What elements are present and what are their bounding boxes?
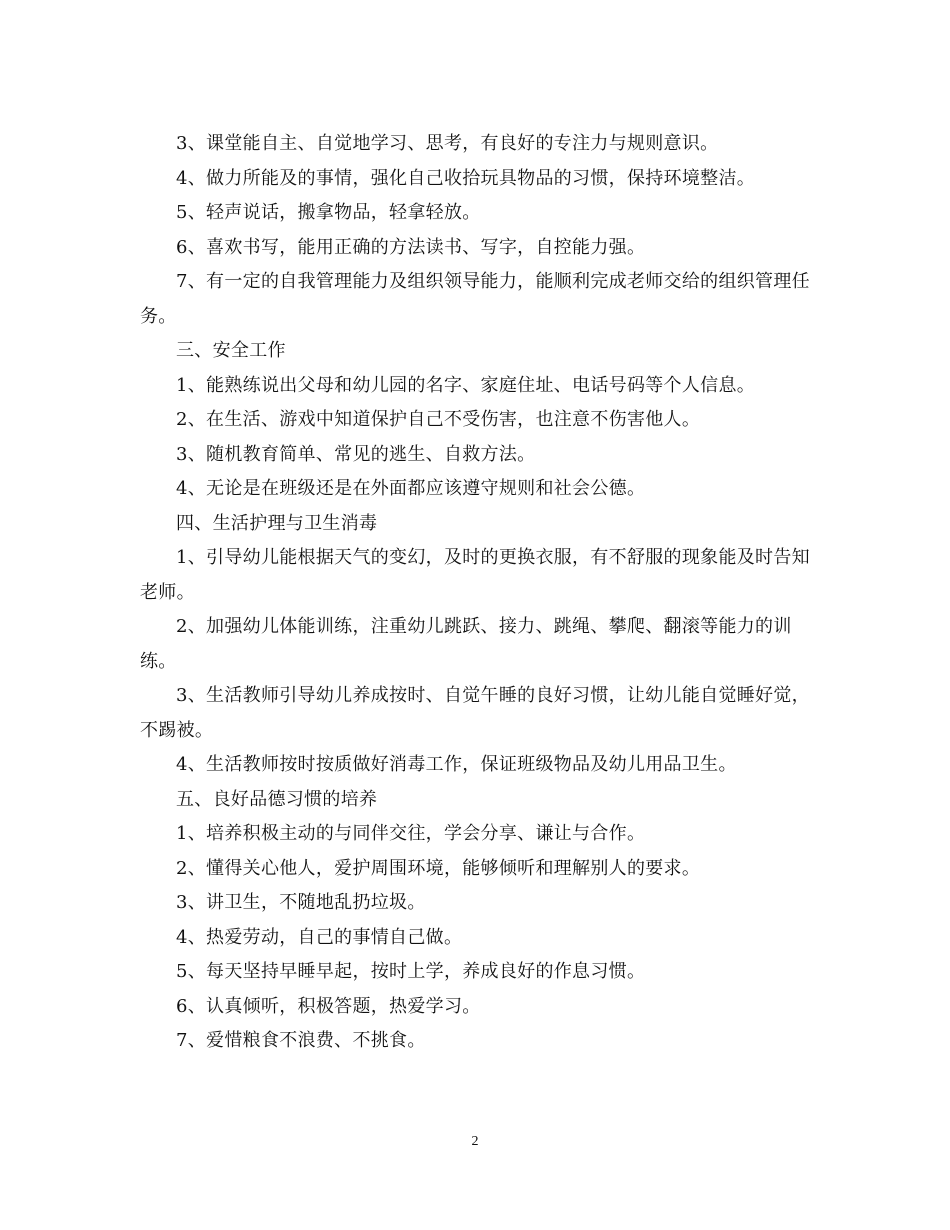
paragraph: 6、认真倾听，积极答题，热爱学习。 — [176, 995, 481, 1017]
paragraph: 4、热爱劳动，自己的事情自己做。 — [176, 926, 463, 948]
paragraph: 2、懂得关心他人，爱护周围环境，能够倾听和理解别人的要求。 — [176, 857, 701, 879]
section-heading: 五、良好品德习惯的培养 — [176, 788, 378, 810]
paragraph: 5、轻声说话，搬拿物品，轻拿轻放。 — [176, 202, 481, 223]
paragraph: 2、加强幼儿体能训练，注重幼儿跳跃、接力、跳绳、攀爬、翻滚等能力的训练。 — [140, 616, 792, 672]
paragraph: 1、引导幼儿能根据天气的变幻，及时的更换衣服，有不舒服的现象能及时告知老师。 — [140, 547, 810, 603]
paragraph: 1、能熟练说出父母和幼儿园的名字、家庭住址、电话号码等个人信息。 — [176, 374, 756, 396]
paragraph: 7、有一定的自我管理能力及组织领导能力，能顺利完成老师交给的组织管理任务。 — [140, 271, 810, 327]
section-heading: 三、安全工作 — [176, 340, 286, 361]
paragraph: 2、在生活、游戏中知道保护自己不受伤害，也注意不伤害他人。 — [176, 409, 701, 430]
paragraph: 5、每天坚持早睡早起，按时上学，养成良好的作息习惯。 — [176, 961, 646, 982]
paragraph: 7、爱惜粮食不浪费、不挑食。 — [176, 1030, 426, 1051]
section-heading: 四、生活护理与卫生消毒 — [176, 512, 378, 534]
paragraph: 1、培养积极主动的与同伴交往，学会分享、谦让与合作。 — [176, 823, 646, 844]
paragraph: 4、无论是在班级还是在外面都应该遵守规则和社会公德。 — [176, 478, 646, 499]
paragraph: 4、做力所能及的事情，强化自己收拾玩具物品的习惯，保持环境整洁。 — [176, 167, 756, 189]
page-number: 2 — [471, 1134, 479, 1149]
paragraph: 3、生活教师引导幼儿养成按时、自觉午睡的良好习惯，让幼儿能自觉睡好觉，不踢被。 — [140, 685, 810, 741]
paragraph: 3、课堂能自主、自觉地学习、思考，有良好的专注力与规则意识。 — [176, 133, 719, 154]
paragraph: 3、随机教育简单、常见的逃生、自救方法。 — [176, 443, 536, 465]
paragraph: 3、讲卫生，不随地乱扔垃圾。 — [176, 892, 426, 913]
paragraph: 6、喜欢书写，能用正确的方法读书、写字，自控能力强。 — [176, 236, 646, 258]
document-body — [140, 127, 815, 1059]
paragraph: 4、生活教师按时按质做好消毒工作，保证班级物品及幼儿用品卫生。 — [176, 754, 737, 775]
